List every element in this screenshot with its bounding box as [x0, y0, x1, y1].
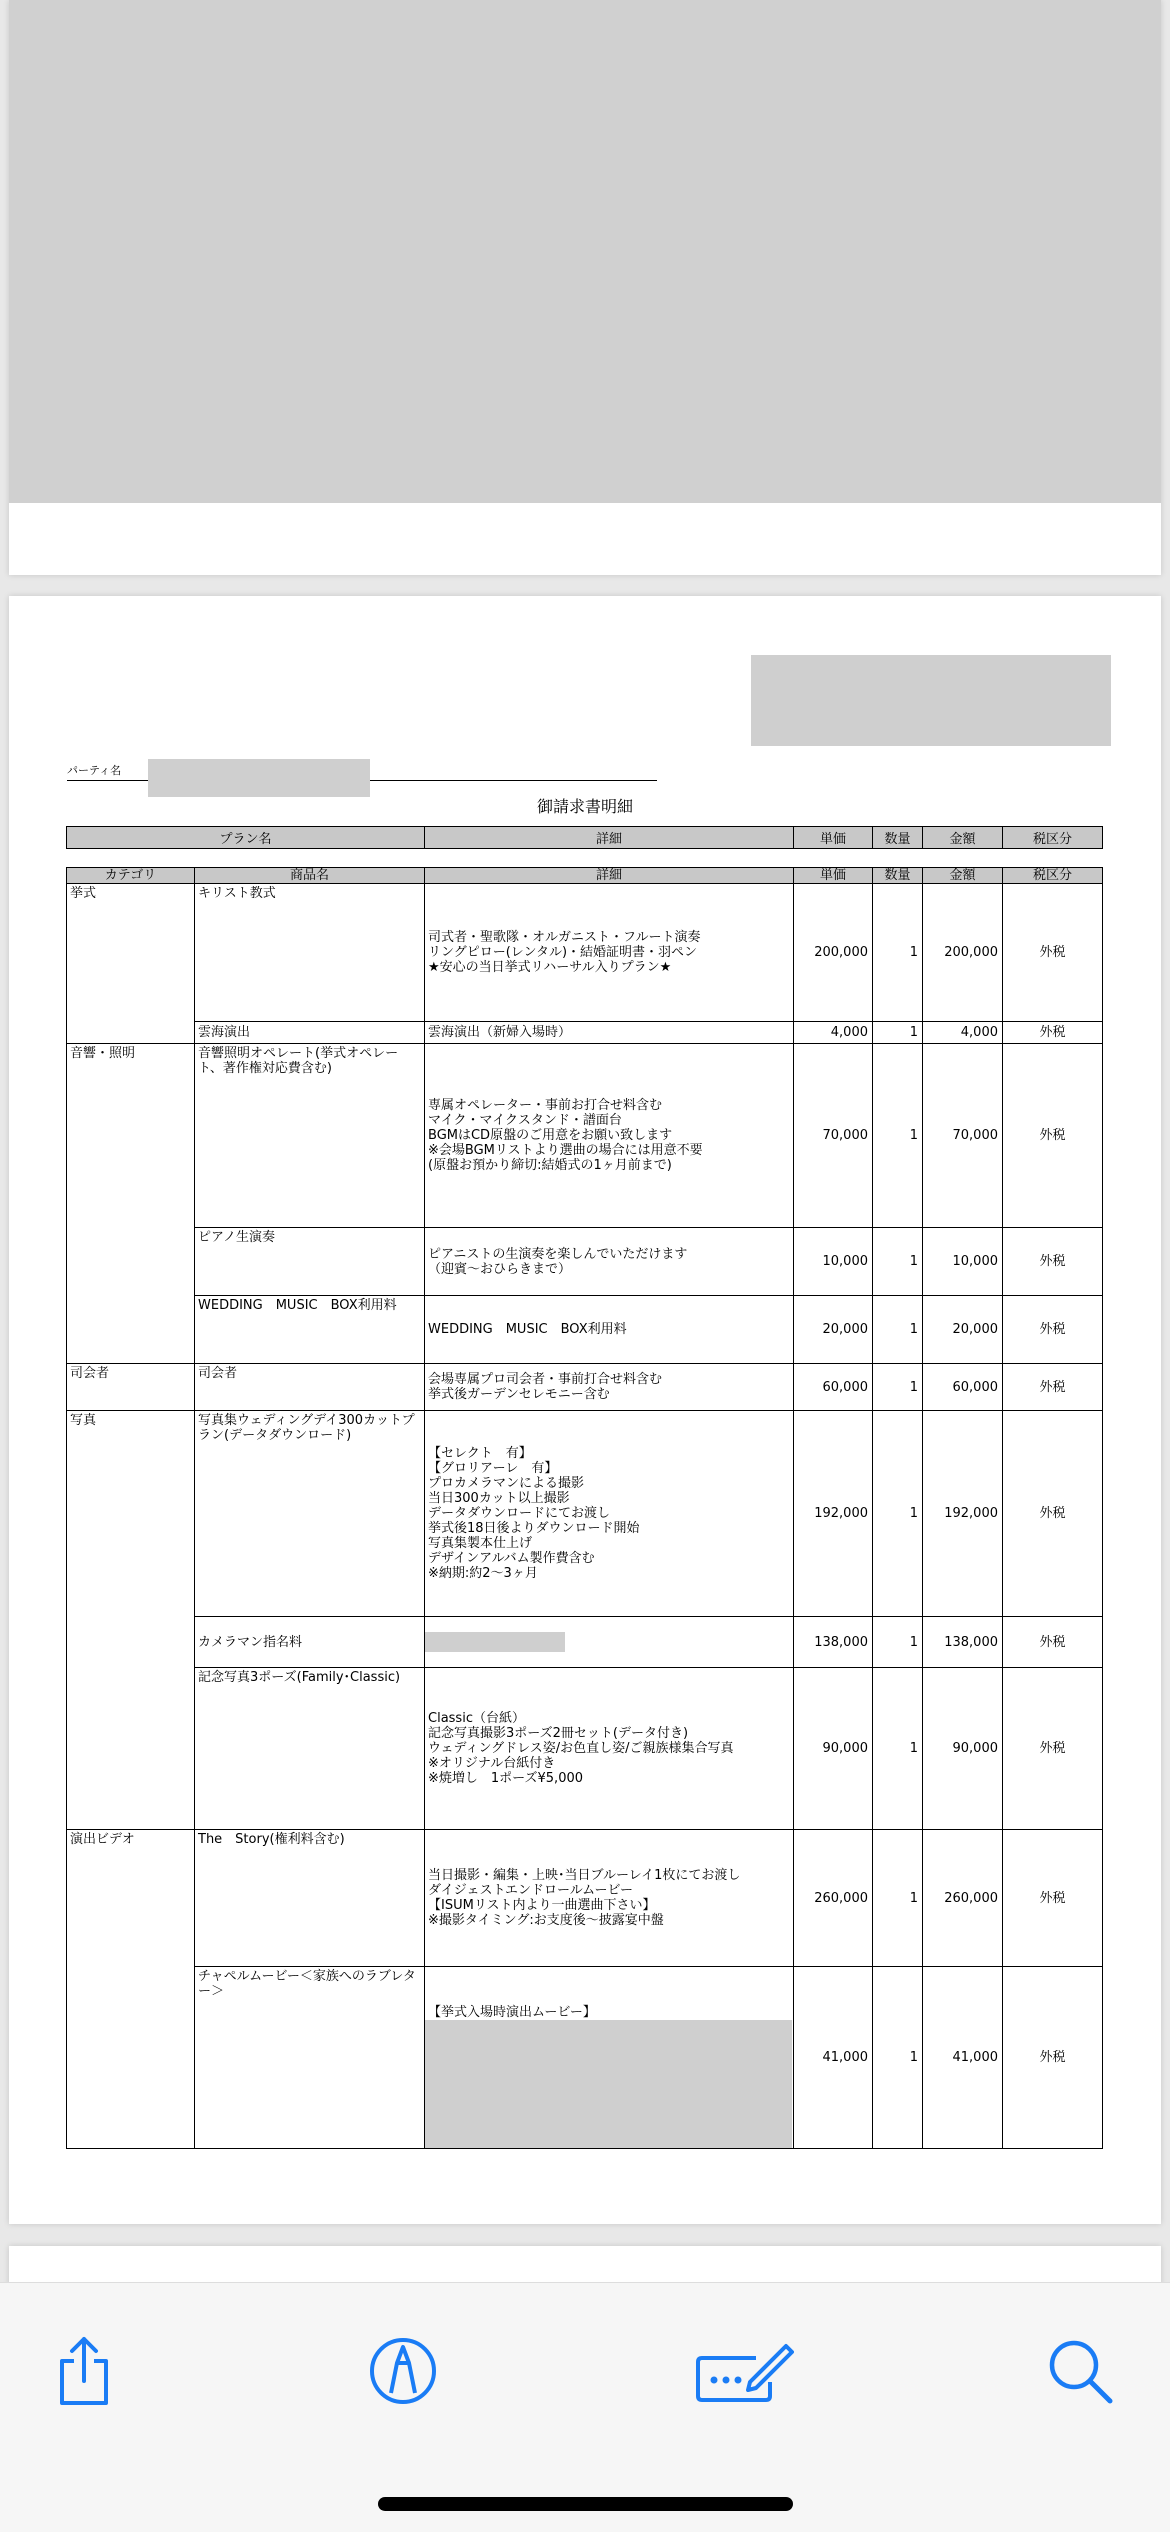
- redacted-area: [9, 0, 1161, 503]
- share-button[interactable]: [44, 2331, 124, 2411]
- row-qty: 1: [873, 884, 923, 1022]
- row-qty: 1: [873, 1022, 923, 1044]
- search-button[interactable]: [1040, 2331, 1120, 2411]
- row-amount: 90,000: [923, 1668, 1003, 1830]
- row-amount: 20,000: [923, 1296, 1003, 1364]
- row-amount: 70,000: [923, 1044, 1003, 1228]
- row-price: 260,000: [794, 1830, 873, 1967]
- row-category: 挙式: [67, 884, 195, 1022]
- row-category: [67, 1967, 195, 2149]
- row-amount: 200,000: [923, 884, 1003, 1022]
- table-row: [67, 1830, 1103, 1967]
- pdf-page-3: [9, 2246, 1161, 2286]
- row-qty: 1: [873, 1830, 923, 1967]
- row-category: 演出ビデオ: [67, 1830, 195, 1967]
- bottom-toolbar: [0, 2282, 1170, 2532]
- row-product: カメラマン指名料: [195, 1617, 425, 1668]
- row-price: 90,000: [794, 1668, 873, 1830]
- row-amount: 192,000: [923, 1411, 1003, 1617]
- row-amount: 138,000: [923, 1617, 1003, 1668]
- share-icon: [52, 2335, 116, 2407]
- row-price: 192,000: [794, 1411, 873, 1617]
- row-category: [67, 1296, 195, 1364]
- row-tax: 外税: [1003, 1296, 1103, 1364]
- row-price: 10,000: [794, 1228, 873, 1296]
- plan-header-amount: 金額: [923, 827, 1003, 849]
- plan-header-row: [67, 827, 1103, 849]
- row-qty: 1: [873, 1364, 923, 1411]
- row-qty: 1: [873, 1967, 923, 2149]
- redacted-area: [425, 2020, 792, 2148]
- header-detail: 詳細: [425, 868, 794, 884]
- row-product: チャペルムービー＜家族へのラブレター＞: [195, 1967, 425, 2149]
- row-tax: 外税: [1003, 884, 1103, 1022]
- row-qty: 1: [873, 1411, 923, 1617]
- row-product: キリスト教式: [195, 884, 425, 1022]
- redacted-area: [751, 655, 1111, 746]
- row-detail: 会場専属プロ司会者・事前打合せ料含む 挙式後ガーデンセレモニー含む: [425, 1364, 794, 1411]
- row-product: ピアノ生演奏: [195, 1228, 425, 1296]
- redacted-party-name: [148, 759, 370, 797]
- signature-icon: [694, 2338, 794, 2404]
- row-detail: 司式者・聖歌隊・オルガニスト・フルート演奏 リングピロー(レンタル)・結婚証明書・羽ペン ★安心の当日挙式リハーサル入りプラン★: [425, 884, 794, 1022]
- markup-icon: [367, 2335, 439, 2407]
- row-tax: 外税: [1003, 1228, 1103, 1296]
- row-price: 60,000: [794, 1364, 873, 1411]
- row-category: 音響・照明: [67, 1044, 195, 1228]
- row-category: [67, 1668, 195, 1830]
- pdf-page-1: [9, 0, 1161, 575]
- markup-button[interactable]: [363, 2331, 443, 2411]
- row-price: 4,000: [794, 1022, 873, 1044]
- row-product: 司会者: [195, 1364, 425, 1411]
- row-price: 20,000: [794, 1296, 873, 1364]
- table-row: [67, 884, 1103, 1022]
- row-product: 記念写真3ポーズ(Family･Classic): [195, 1668, 425, 1830]
- header-qty: 数量: [873, 868, 923, 884]
- row-product: 雲海演出: [195, 1022, 425, 1044]
- row-qty: 1: [873, 1296, 923, 1364]
- row-qty: 1: [873, 1617, 923, 1668]
- table-row: [67, 1296, 1103, 1364]
- row-amount: 10,000: [923, 1228, 1003, 1296]
- row-category: [67, 1617, 195, 1668]
- row-qty: 1: [873, 1228, 923, 1296]
- row-tax: 外税: [1003, 1967, 1103, 2149]
- header-tax: 税区分: [1003, 868, 1103, 884]
- row-detail: [425, 1967, 794, 2149]
- plan-header-qty: 数量: [873, 827, 923, 849]
- table-row: [67, 1668, 1103, 1830]
- header-product: 商品名: [195, 868, 425, 884]
- row-category: 司会者: [67, 1364, 195, 1411]
- row-tax: 外税: [1003, 1668, 1103, 1830]
- row-product: 音響照明オペレート(挙式オペレート、著作権対応費含む): [195, 1044, 425, 1228]
- signature-button[interactable]: [694, 2331, 794, 2411]
- row-tax: 外税: [1003, 1044, 1103, 1228]
- plan-header-detail: 詳細: [425, 827, 794, 849]
- redacted-area: [425, 1632, 565, 1652]
- row-price: 200,000: [794, 884, 873, 1022]
- row-detail: 雲海演出（新婦入場時）: [425, 1022, 794, 1044]
- row-tax: 外税: [1003, 1364, 1103, 1411]
- row-detail: WEDDING MUSIC BOX利用料: [425, 1296, 794, 1364]
- plan-header-plan: プラン名: [67, 827, 425, 849]
- row-tax: 外税: [1003, 1830, 1103, 1967]
- party-name-label: パーティ名: [67, 764, 122, 777]
- row-detail-redacted: [425, 1617, 794, 1668]
- header-amount: 金額: [923, 868, 1003, 884]
- plan-header-price: 単価: [794, 827, 873, 849]
- row-qty: 1: [873, 1668, 923, 1830]
- row-detail: 専属オペレーター・事前お打合せ料含む マイク・マイクスタンド・譜面台 BGMはCD原盤のご用意をお願い致します ※会場BGMリストより選曲の場合には用意不要 (原盤お預かり締切:結婚式の1ヶ月前まで): [425, 1044, 794, 1228]
- pdf-page-2: [9, 596, 1161, 2224]
- row-detail-text: 【挙式入場時演出ムービー】: [428, 2005, 596, 2020]
- table-row: [67, 1044, 1103, 1228]
- row-amount: 4,000: [923, 1022, 1003, 1044]
- header-price: 単価: [794, 868, 873, 884]
- row-detail: 【セレクト 有】 【グロリアーレ 有】 プロカメラマンによる撮影 当日300カット以上撮影 データダウンロードにてお渡し 挙式後18日後よりダウンロード開始 写真集製本仕上げ デザインアルバム製作費含む ※納期:約2～3ヶ月: [425, 1411, 794, 1617]
- row-detail: 当日撮影・編集・上映･当日ブルーレイ1枚にてお渡し ダイジェストエンドロールムービー 【ISUMリスト内より一曲選曲下さい】 ※撮影タイミング:お支度後～披露宴中盤: [425, 1830, 794, 1967]
- row-tax: 外税: [1003, 1617, 1103, 1668]
- header-category: カテゴリ: [67, 868, 195, 884]
- row-product: WEDDING MUSIC BOX利用料: [195, 1296, 425, 1364]
- row-amount: 60,000: [923, 1364, 1003, 1411]
- plan-header-tax: 税区分: [1003, 827, 1103, 849]
- row-category: [67, 1228, 195, 1296]
- row-tax: 外税: [1003, 1411, 1103, 1617]
- row-category: 写真: [67, 1411, 195, 1617]
- items-table: [66, 867, 1103, 2149]
- row-detail: ピアニストの生演奏を楽しんでいただけます （迎賓～おひらきまで）: [425, 1228, 794, 1296]
- document-title: 御請求書明細: [536, 797, 633, 816]
- home-indicator[interactable]: [378, 2497, 793, 2511]
- row-qty: 1: [873, 1044, 923, 1228]
- row-detail: Classic（台紙） 記念写真撮影3ポーズ2冊セット(データ付き) ウェディングドレス姿/お色直し姿/ご親族様集合写真 ※オリジナル台紙付き ※焼増し 1ポーズ¥5,000: [425, 1668, 794, 1830]
- row-amount: 260,000: [923, 1830, 1003, 1967]
- table-row: [67, 1617, 1103, 1668]
- table-row: [67, 1022, 1103, 1044]
- table-row: [67, 1411, 1103, 1617]
- row-price: 138,000: [794, 1617, 873, 1668]
- row-category: [67, 1022, 195, 1044]
- table-row: [67, 1228, 1103, 1296]
- row-product: 写真集ウェディングデイ300カットプラン(データダウンロード): [195, 1411, 425, 1617]
- row-tax: 外税: [1003, 1022, 1103, 1044]
- search-icon: [1044, 2335, 1116, 2407]
- table-row: [67, 1967, 1103, 2149]
- table-row: [67, 1364, 1103, 1411]
- row-amount: 41,000: [923, 1967, 1003, 2149]
- plan-table: [66, 826, 1103, 849]
- row-product: The Story(権利料含む): [195, 1830, 425, 1967]
- row-price: 41,000: [794, 1967, 873, 2149]
- items-header-row: [67, 868, 1103, 884]
- row-price: 70,000: [794, 1044, 873, 1228]
